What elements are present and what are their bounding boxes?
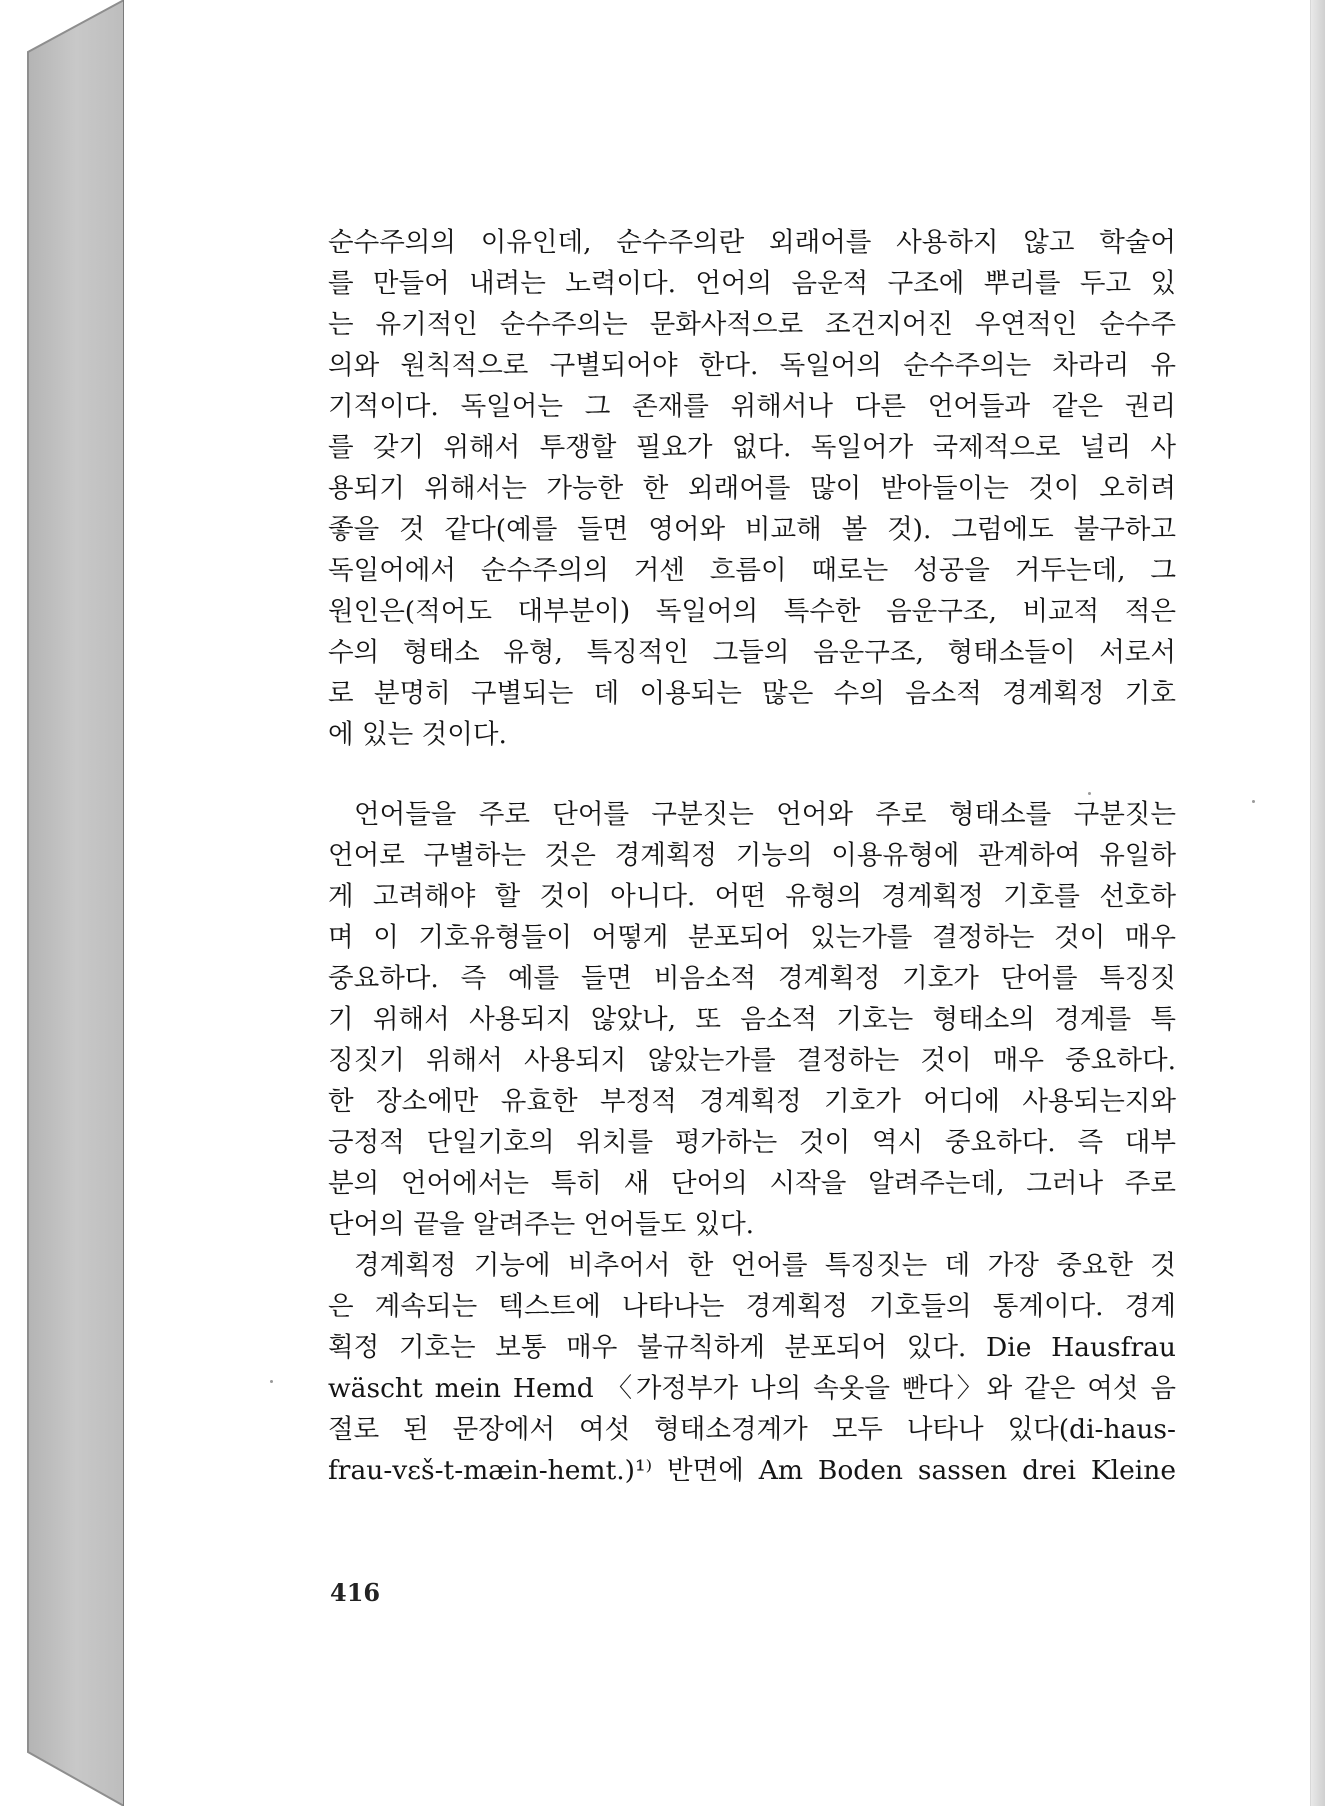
page-number: 416 (330, 1578, 381, 1607)
text-line: 수의 형태소 유형, 특징적인 그들의 음운구조, 형태소들이 서로서 (328, 637, 1176, 668)
text-line: 기적이다. 독일어는 그 존재를 위해서나 다른 언어들과 같은 권리 (328, 391, 1176, 422)
paragraph-2 (328, 794, 1176, 1245)
text-line: 를 만들어 내려는 노력이다. 언어의 음운적 구조에 뿌리를 두고 있 (328, 268, 1176, 299)
text-line: 획정 기호는 보통 매우 불규칙하게 분포되어 있다. Die Hausfrau (328, 1332, 1176, 1363)
text-line: 언어로 구별하는 것은 경계획정 기능의 이용유형에 관계하여 유일하 (328, 840, 1176, 871)
text-line: 독일어에서 순수주의의 거센 흐름이 때로는 성공을 거두는데, 그 (328, 555, 1176, 586)
text-line: 경계획정 기능에 비추어서 한 언어를 특징짓는 데 가장 중요한 것 (354, 1250, 1176, 1281)
text-line: 의와 원칙적으로 구별되어야 한다. 독일어의 순수주의는 차라리 유 (328, 350, 1176, 381)
text-line: 단어의 끝을 알려주는 언어들도 있다. (328, 1209, 755, 1240)
paragraph-3 (328, 1245, 1176, 1491)
paragraph-1 (328, 222, 1176, 755)
text-line: 중요하다. 즉 예를 들면 비음소적 경계획정 기호가 단어를 특징짓 (328, 963, 1176, 994)
body-text (328, 222, 1176, 1491)
paragraph-spacer (328, 755, 1176, 794)
text-line: 절로 된 문장에서 여섯 형태소경계가 모두 나타나 있다(di-haus- (328, 1414, 1176, 1445)
text-line: wäscht mein Hemd 〈가정부가 나의 속옷을 빤다〉와 같은 여섯 음 (328, 1373, 1176, 1404)
text-line: 며 이 기호유형들이 어떻게 분포되어 있는가를 결정하는 것이 매우 (328, 922, 1176, 953)
text-line: 를 갖기 위해서 투쟁할 필요가 없다. 독일어가 국제적으로 널리 사 (328, 432, 1176, 463)
text-line: 좋을 것 같다(예를 들면 영어와 비교해 볼 것). 그럼에도 불구하고 (328, 514, 1176, 545)
scan-speck (1088, 792, 1091, 795)
text-line: 원인은(적어도 대부분이) 독일어의 특수한 음운구조, 비교적 적은 (328, 596, 1176, 627)
text-line: 게 고려해야 할 것이 아니다. 어떤 유형의 경계획정 기호를 선호하 (328, 881, 1176, 912)
text-line: 은 계속되는 텍스트에 나타나는 경계획정 기호들의 통계이다. 경계 (328, 1291, 1176, 1322)
text-line: 긍정적 단일기호의 위치를 평가하는 것이 역시 중요하다. 즉 대부 (328, 1127, 1176, 1158)
text-line: 순수주의의 이유인데, 순수주의란 외래어를 사용하지 않고 학술어 (328, 227, 1176, 258)
page-right-edge (1310, 0, 1325, 1806)
text-line: 징짓기 위해서 사용되지 않았는가를 결정하는 것이 매우 중요하다. (328, 1045, 1176, 1076)
text-line: frau-vɛš-t-mæin-hemt.)¹⁾ 반면에 Am Boden sassen drei Kleine (328, 1455, 1176, 1486)
text-line: 분의 언어에서는 특히 새 단어의 시작을 알려주는데, 그러나 주로 (328, 1168, 1176, 1199)
text-line: 기 위해서 사용되지 않았나, 또 음소적 기호는 형태소의 경계를 특 (328, 1004, 1176, 1035)
text-line: 는 유기적인 순수주의는 문화사적으로 조건지어진 우연적인 순수주 (328, 309, 1176, 340)
text-line: 언어들을 주로 단어를 구분짓는 언어와 주로 형태소를 구분짓는 (354, 799, 1176, 830)
text-line: 용되기 위해서는 가능한 한 외래어를 많이 받아들이는 것이 오히려 (328, 473, 1176, 504)
text-line: 한 장소에만 유효한 부정적 경계획정 기호가 어디에 사용되는지와 (328, 1086, 1176, 1117)
text-line: 로 분명히 구별되는 데 이용되는 많은 수의 음소적 경계획정 기호 (328, 678, 1176, 709)
text-line: 에 있는 것이다. (328, 719, 507, 750)
scan-speck (270, 1380, 273, 1383)
scan-speck (1252, 800, 1255, 803)
